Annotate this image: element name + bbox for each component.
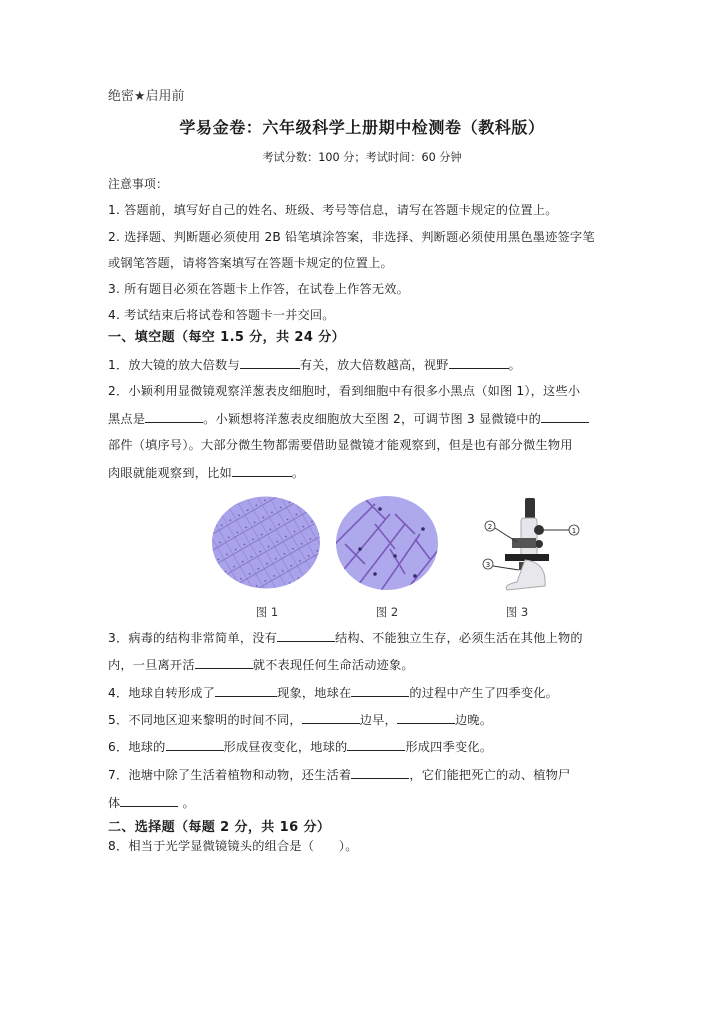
q7-text-c: 体 [108,796,121,810]
q2-text-d: 。 [291,466,305,480]
q5-text-c: 边晚。 [454,713,493,727]
question-6 [108,738,492,755]
answer-blank[interactable] [277,629,335,642]
q1-text-a: 1．放大镜的放大倍数与 [108,358,240,372]
label-2: 2 [487,523,493,531]
figure-1-onion-cells-low-mag [210,495,322,590]
figure-2-onion-cells-high-mag [335,494,439,592]
q6-text-c: 形成四季变化。 [405,740,493,754]
answer-blank[interactable] [302,711,360,724]
q2-text-a: 黑点是 [108,412,146,426]
question-2-line-3: 部件（填序号）。大部分微生物都需要借助显微镜才能观察到，但是也有部分微生物用 [108,438,573,452]
q6-text-a: 6．地球的 [108,740,166,754]
q3-text-a: 3．病毒的结构非常简单，没有 [108,631,277,645]
q4-text-b: 现象，地球在 [277,686,352,700]
q3-text-c: 内，一旦离开活 [108,658,195,672]
q6-text-b: 形成昼夜变化，地球的 [223,740,348,754]
answer-blank[interactable] [449,356,509,369]
q1-text-b: 有关，放大倍数越高，视野 [299,358,449,372]
answer-blank[interactable] [145,410,203,423]
answer-blank[interactable] [232,464,292,477]
figure-3-microscope [477,490,585,598]
answer-blank[interactable] [215,684,277,697]
question-7-line-2 [108,794,195,811]
figure-3-caption: 图 3 [505,605,529,619]
question-1 [108,356,521,373]
figures-row [205,490,585,625]
question-3-line-2 [108,656,414,673]
answer-blank[interactable] [120,794,178,807]
notice-item-2-cont: 或钢笔答题，请将答案填写在答题卡规定的位置上。 [108,256,393,270]
answer-blank[interactable] [397,711,455,724]
label-1: 1 [571,527,577,535]
answer-blank[interactable] [195,656,253,669]
notice-item-2: 2. 选择题、判断题必须使用 2B 铅笔填涂答案，非选择、判断题必须使用黑色墨迹签字笔 [108,230,595,244]
q4-text-c: 的过程中产生了四季变化。 [409,686,559,700]
figure-2-caption: 图 2 [375,605,399,619]
q3-text-b: 结构、不能独立生存，必须生活在其他上物的 [335,631,583,645]
answer-blank[interactable] [351,684,409,697]
question-3-line-1 [108,629,583,646]
question-5 [108,711,492,728]
q7-text-a: 7．池塘中除了生活着植物和动物，还生活着 [108,768,352,782]
notice-item-3: 3. 所有题目必须在答题卡上作答，在试卷上作答无效。 [108,282,410,296]
q7-text-d: 。 [178,796,195,810]
question-8: 8．相当于光学显微镜镜头的组合是（ ）。 [108,839,358,853]
notice-item-1: 1. 答题前，填写好自己的姓名、班级、考号等信息，请写在答题卡规定的位置上。 [108,203,558,217]
q5-text-b: 边早， [359,713,397,727]
page-title: 学易金卷：六年级科学上册期中检测卷（教科版） [179,118,545,137]
section-2-heading: 二、选择题（每题 2 分，共 16 分） [108,820,331,835]
confidential-mark: 绝密★启用前 [108,89,185,104]
q3-text-d: 就不表现任何生命活动迹象。 [252,658,414,672]
question-2-line-2 [108,410,589,427]
answer-blank[interactable] [166,738,224,751]
q5-text-a: 5．不同地区迎来黎明的时间不同， [108,713,302,727]
answer-blank[interactable] [351,766,409,779]
question-2-line-4 [108,464,304,481]
answer-blank[interactable] [541,410,589,423]
notice-heading: 注意事项： [108,177,168,191]
section-1-heading: 一、填空题（每空 1.5 分，共 24 分） [108,330,346,345]
question-7-line-1 [108,766,570,783]
q7-text-b: ，它们能把死亡的动、植物尸 [409,768,571,782]
notice-item-4: 4. 考试结束后将试卷和答题卡一并交回。 [108,308,335,322]
answer-blank[interactable] [347,738,405,751]
answer-blank[interactable] [240,356,300,369]
question-2-line-1: 2．小颖利用显微镜观察洋葱表皮细胞时，看到细胞中有很多小黑点（如图 1），这些小 [108,384,581,398]
label-3: 3 [485,561,491,569]
q1-text-c: 。 [508,358,521,372]
q4-text-a: 4．地球自转形成了 [108,686,216,700]
score-info: 考试分数：100 分；考试时间：60 分钟 [262,151,462,164]
question-4 [108,684,558,701]
q2-text-b: 。小颖想将洋葱表皮细胞放大至图 2，可调节图 3 显微镜中的 [203,412,541,426]
figure-1-caption: 图 1 [255,605,279,619]
q2-text-c: 肉眼就能观察到，比如 [108,466,232,480]
